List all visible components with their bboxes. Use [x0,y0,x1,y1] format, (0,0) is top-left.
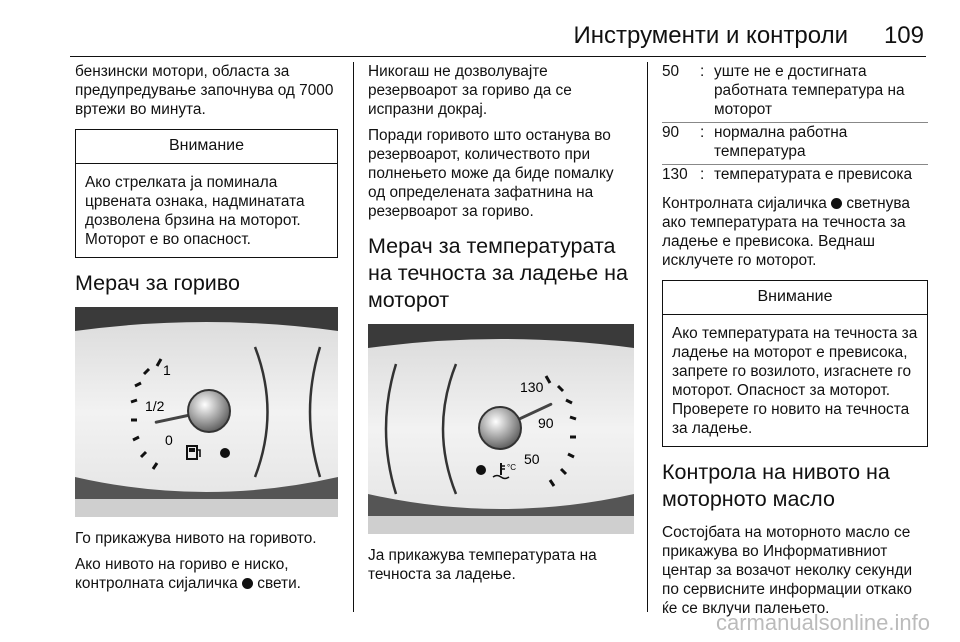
temp-label-50: 50 [524,451,540,467]
temperature-caption: Ја прикажува температурата на течноста за ладење. [368,547,597,583]
caution-box-2 [662,280,928,447]
warning-lamp-icon [242,578,253,589]
range-value: 50 [662,63,680,80]
range-description: нормална работна температура [714,124,848,160]
fuel-low-text: Ако нивото на гориво е ниско, контролната сијаличка [75,556,289,592]
intro-paragraph: бензински мотори, областа за предупредување започнува од 7000 вртежи во минута. [75,63,334,118]
header-rule [70,56,926,57]
range-description: температурата е превисока [714,166,913,183]
warning-lamp-icon [831,198,842,209]
column-3 [662,62,928,625]
caution-box-1 [75,129,338,258]
svg-text:°C: °C [507,463,516,472]
range-value: 90 [662,124,680,141]
paragraph-tank-capacity: Поради горивото што останува во резервоарот, количеството при полнењето може да биде помалку од определената зафатнина на резервоарот за гориво. [368,127,614,220]
caution-text: Ако стрелката ја поминала црвената ознака, надминатата дозволена брзина на моторот. Моторот е во опасност. [85,174,305,248]
fuel-label-full: 1 [163,362,171,378]
fuel-low-paragraph [75,555,338,593]
caution-title: Внимание [76,130,337,164]
table-row [662,62,928,123]
oil-level-paragraph: Состојбата на моторното масло се прикажува во Информативниот центар за возачот неколку секунди по сервисните информации откако ќе се вклучи палењето. [662,524,913,617]
temperature-warning-lamp-icon [476,465,486,475]
watermark: carmanualsonline.info [715,610,930,635]
page-header [70,0,926,60]
overheat-paragraph [662,194,928,270]
column-2 [368,62,634,591]
fuel-gauge-heading: Мерач за гориво [75,271,240,295]
column-divider-1 [353,62,354,612]
range-value: 130 [662,166,688,183]
fuel-caption: Го прикажува нивото на горивото. [75,530,317,547]
range-separator: : [700,63,705,80]
temperature-gauge-hub [479,407,521,449]
table-row [662,123,928,165]
fuel-warning-lamp-icon [220,448,230,458]
oil-level-heading: Контрола на нивото на моторното масло [662,460,890,511]
fuel-gauge-image [75,307,338,517]
temperature-ranges-table [662,62,928,187]
temp-label-130: 130 [520,379,544,395]
range-separator: : [700,124,705,141]
paragraph-empty-tank: Никогаш не дозволувајте резервоарот за гориво да се испразни докрај. [368,63,572,118]
fuel-low-text-end: свети. [257,575,301,592]
caution-text: Ако температурата на течноста за ладење на моторот е превисока, запрете го возилото, изгаснете го моторот. Опасност за моторот. Проверете го новито на течноста за ладење. [672,325,918,437]
overheat-text: Контролната сијаличка [662,195,827,212]
overheat-text-end: светнува ако температурата на течноста за ладење е превисока. Веднаш исклучете го моторот. [662,195,910,269]
temp-label-90: 90 [538,415,554,431]
range-separator: : [700,166,705,183]
temperature-gauge-heading: Мерач за температурата на течноста за ладење на моторот [368,234,628,312]
caution-title: Внимание [663,281,927,315]
column-1 [75,62,338,600]
page-number: 109 [883,22,924,49]
temperature-gauge-image [368,324,634,534]
column-divider-2 [647,62,648,612]
fuel-label-half: 1/2 [145,398,165,414]
fuel-gauge-hub [188,390,230,432]
range-description: уште не е достигната работната температура на моторот [714,63,905,118]
table-row [662,165,928,188]
section-title: Инструменти и контроли [573,22,848,49]
fuel-label-empty: 0 [165,432,173,448]
